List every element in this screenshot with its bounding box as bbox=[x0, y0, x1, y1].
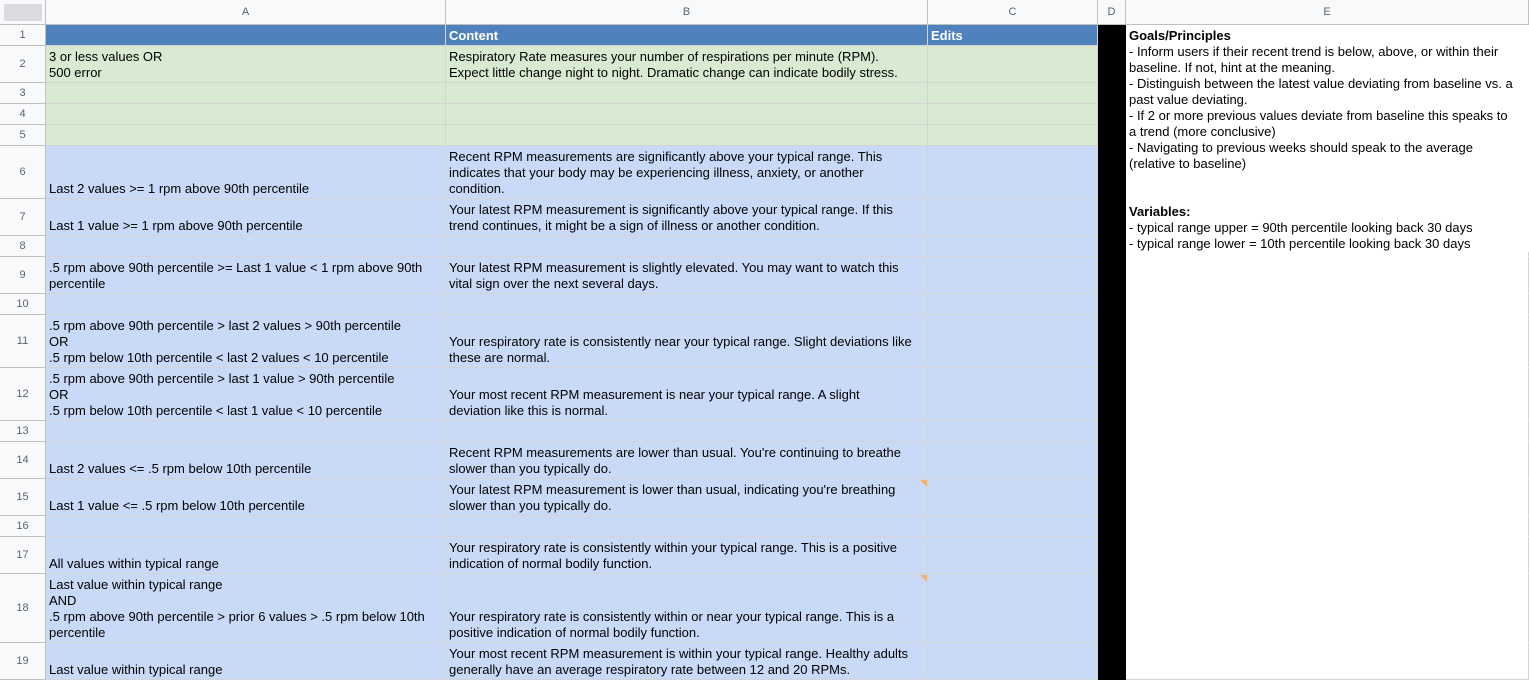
cell-line: Your most recent RPM measurement is within your typical range. Healthy adults bbox=[449, 646, 909, 661]
row-header-17[interactable]: 17 bbox=[0, 537, 46, 574]
cell-d9[interactable] bbox=[1098, 257, 1126, 294]
cell-line: Recent RPM measurements are lower than usual. You're continuing to breathe bbox=[449, 445, 901, 460]
cell-b4[interactable] bbox=[446, 104, 928, 125]
cell-a14[interactable] bbox=[46, 442, 446, 479]
cell-line bbox=[49, 107, 442, 123]
cell-line bbox=[931, 424, 1094, 440]
cell-c8[interactable] bbox=[928, 236, 1098, 257]
notes-cell-e1[interactable] bbox=[1126, 25, 1529, 252]
row-header-1[interactable]: 1 bbox=[0, 25, 46, 46]
goals-list bbox=[1129, 44, 1525, 172]
row-header-15[interactable]: 15 bbox=[0, 479, 46, 516]
cell-line: positive indication of normal bodily function. bbox=[449, 625, 700, 640]
cell-c9[interactable] bbox=[928, 257, 1098, 294]
cell-line: Your respiratory rate is consistently within or near your typical range. This is a bbox=[449, 609, 895, 624]
cell-c12[interactable] bbox=[928, 368, 1098, 421]
cell-line: Last 2 values <= .5 rpm below 10th percentile bbox=[49, 461, 312, 476]
cell-c15[interactable] bbox=[928, 479, 1098, 516]
cell-line: Content bbox=[449, 28, 499, 43]
cell-b7[interactable] bbox=[446, 199, 928, 236]
cell-line: All values within typical range bbox=[49, 556, 219, 571]
cell-b14[interactable] bbox=[446, 442, 928, 479]
cell-line bbox=[49, 297, 442, 313]
cell-line bbox=[931, 239, 1094, 255]
cell-line: 500 error bbox=[49, 65, 102, 80]
cell-line bbox=[449, 86, 924, 102]
notes-line: - typical range upper = 90th percentile looking back 30 days bbox=[1129, 220, 1473, 235]
cell-e12[interactable] bbox=[1126, 368, 1529, 421]
notes-line: - Navigating to previous weeks should speak to the average bbox=[1129, 140, 1473, 155]
cell-line bbox=[931, 297, 1094, 313]
cell-line: AND bbox=[49, 593, 77, 608]
comment-indicator-icon[interactable] bbox=[920, 480, 927, 487]
cell-line: Recent RPM measurements are significantly above your typical range. This bbox=[449, 149, 883, 164]
cell-line bbox=[931, 86, 1094, 102]
column-header-b[interactable]: B bbox=[446, 0, 928, 25]
cell-d18[interactable] bbox=[1098, 574, 1126, 643]
cell-d1[interactable] bbox=[1098, 25, 1126, 46]
notes-line: (relative to baseline) bbox=[1129, 156, 1247, 171]
cell-line bbox=[931, 65, 1094, 81]
cell-a16[interactable] bbox=[46, 516, 446, 537]
cell-line bbox=[931, 218, 1094, 234]
cell-d10[interactable] bbox=[1098, 294, 1126, 315]
cell-line: Edits bbox=[931, 28, 963, 43]
cell-e13[interactable] bbox=[1126, 421, 1529, 442]
cell-line: .5 rpm above 90th percentile > last 1 value > 90th percentile bbox=[49, 371, 395, 386]
column-header-c[interactable]: C bbox=[928, 0, 1098, 25]
row-header-19[interactable]: 19 bbox=[0, 643, 46, 680]
row-header-18[interactable]: 18 bbox=[0, 574, 46, 643]
row-header-2[interactable]: 2 bbox=[0, 46, 46, 83]
cell-line bbox=[49, 239, 442, 255]
cell-d15[interactable] bbox=[1098, 479, 1126, 516]
notes-line: a trend (more conclusive) bbox=[1129, 124, 1276, 139]
cell-b1[interactable] bbox=[446, 25, 928, 46]
notes-line: - typical range lower = 10th percentile looking back 30 days bbox=[1129, 236, 1471, 251]
cell-line bbox=[49, 28, 442, 44]
cell-line bbox=[931, 107, 1094, 123]
row-header-9[interactable]: 9 bbox=[0, 257, 46, 294]
cell-e15[interactable] bbox=[1126, 479, 1529, 516]
cell-line: indication of normal bodily function. bbox=[449, 556, 653, 571]
cell-line: Expect little change night to night. Dramatic change can indicate bodily stress. bbox=[449, 65, 898, 80]
row-header-11[interactable]: 11 bbox=[0, 315, 46, 368]
cell-b2[interactable] bbox=[446, 46, 928, 83]
cell-line bbox=[931, 519, 1094, 535]
cell-d12[interactable] bbox=[1098, 368, 1126, 421]
row-header-14[interactable]: 14 bbox=[0, 442, 46, 479]
row-header-3[interactable]: 3 bbox=[0, 83, 46, 104]
cell-a2[interactable] bbox=[46, 46, 446, 83]
notes-line: - If 2 or more previous values deviate from baseline this speaks to bbox=[1129, 108, 1508, 123]
cell-line: .5 rpm above 90th percentile > last 2 values > 90th percentile bbox=[49, 318, 401, 333]
cell-line: indicates that your body may be experiencing illness, anxiety, or another bbox=[449, 165, 864, 180]
cell-e9[interactable] bbox=[1126, 257, 1529, 294]
cell-a13[interactable] bbox=[46, 421, 446, 442]
row-header-16[interactable]: 16 bbox=[0, 516, 46, 537]
cell-d14[interactable] bbox=[1098, 442, 1126, 479]
cell-d2[interactable] bbox=[1098, 46, 1126, 83]
cell-c16[interactable] bbox=[928, 516, 1098, 537]
cell-line: Last value within typical range bbox=[49, 662, 223, 677]
cell-d11[interactable] bbox=[1098, 315, 1126, 368]
cell-line: OR bbox=[49, 387, 69, 402]
cell-c3[interactable] bbox=[928, 83, 1098, 104]
cell-line: Your most recent RPM measurement is near your typical range. A slight bbox=[449, 387, 860, 402]
corner-mark bbox=[4, 4, 42, 21]
cell-d7[interactable] bbox=[1098, 199, 1126, 236]
cell-line bbox=[449, 239, 924, 255]
cell-line bbox=[931, 128, 1094, 144]
cell-line bbox=[931, 556, 1094, 572]
cell-c2[interactable] bbox=[928, 46, 1098, 83]
cell-line: Last 2 values >= 1 rpm above 90th percentile bbox=[49, 181, 310, 196]
cell-b5[interactable] bbox=[446, 125, 928, 146]
cell-e14[interactable] bbox=[1126, 442, 1529, 479]
cell-line: Last 1 value >= 1 rpm above 90th percentile bbox=[49, 218, 303, 233]
column-header-a[interactable]: A bbox=[46, 0, 446, 25]
row-header-12[interactable]: 12 bbox=[0, 368, 46, 421]
row-header-5[interactable]: 5 bbox=[0, 125, 46, 146]
cell-e19[interactable] bbox=[1126, 643, 1529, 680]
cell-line: percentile bbox=[49, 276, 106, 291]
cell-line: slower than you typically do. bbox=[449, 498, 612, 513]
cell-line bbox=[449, 519, 924, 535]
cell-line bbox=[49, 519, 442, 535]
cell-line bbox=[931, 461, 1094, 477]
cell-line bbox=[931, 181, 1094, 197]
cell-b8[interactable] bbox=[446, 236, 928, 257]
cell-line: deviation like this is normal. bbox=[449, 403, 608, 418]
cell-e10[interactable] bbox=[1126, 294, 1529, 315]
cell-d8[interactable] bbox=[1098, 236, 1126, 257]
cell-a11[interactable] bbox=[46, 315, 446, 368]
row-header-8[interactable]: 8 bbox=[0, 236, 46, 257]
cell-d3[interactable] bbox=[1098, 83, 1126, 104]
cell-c10[interactable] bbox=[928, 294, 1098, 315]
spacer-line bbox=[1129, 172, 1525, 188]
cell-line bbox=[931, 662, 1094, 678]
variables-list bbox=[1129, 220, 1525, 252]
cell-b13[interactable] bbox=[446, 421, 928, 442]
cell-line: vital sign over the next several days. bbox=[449, 276, 659, 291]
cell-b9[interactable] bbox=[446, 257, 928, 294]
cell-line: condition. bbox=[449, 181, 505, 196]
cell-d5[interactable] bbox=[1098, 125, 1126, 146]
cell-line: 3 or less values OR bbox=[49, 49, 163, 64]
row-header-4[interactable]: 4 bbox=[0, 104, 46, 125]
cell-c7[interactable] bbox=[928, 199, 1098, 236]
cell-d4[interactable] bbox=[1098, 104, 1126, 125]
cell-b18[interactable] bbox=[446, 574, 928, 643]
row-header-7[interactable]: 7 bbox=[0, 199, 46, 236]
cell-a12[interactable] bbox=[46, 368, 446, 421]
row-header-13[interactable]: 13 bbox=[0, 421, 46, 442]
cell-line: generally have an average respiratory rate between 12 and 20 RPMs. bbox=[449, 662, 851, 677]
cell-a7[interactable] bbox=[46, 199, 446, 236]
column-header-e[interactable]: E bbox=[1126, 0, 1529, 25]
cell-d13[interactable] bbox=[1098, 421, 1126, 442]
cell-a10[interactable] bbox=[46, 294, 446, 315]
cell-c17[interactable] bbox=[928, 537, 1098, 574]
cell-line bbox=[931, 498, 1094, 514]
cell-line: Your latest RPM measurement is lower than usual, indicating you're breathing bbox=[449, 482, 896, 497]
cell-line bbox=[931, 403, 1094, 419]
cell-e11[interactable] bbox=[1126, 315, 1529, 368]
cell-line: these are normal. bbox=[449, 350, 551, 365]
cell-a15[interactable] bbox=[46, 479, 446, 516]
cell-b10[interactable] bbox=[446, 294, 928, 315]
cell-line: Last 1 value <= .5 rpm below 10th percentile bbox=[49, 498, 305, 513]
cell-c5[interactable] bbox=[928, 125, 1098, 146]
cell-line: .5 rpm below 10th percentile < last 1 value < 10 percentile bbox=[49, 403, 383, 418]
notes-line: past value deviating. bbox=[1129, 92, 1248, 107]
cell-line: OR bbox=[49, 334, 69, 349]
cell-line bbox=[931, 276, 1094, 292]
cell-c19[interactable] bbox=[928, 643, 1098, 680]
cell-line bbox=[49, 424, 442, 440]
cell-e17[interactable] bbox=[1126, 537, 1529, 574]
cell-line: .5 rpm above 90th percentile >= Last 1 value < 1 rpm above 90th bbox=[49, 260, 423, 275]
cell-d16[interactable] bbox=[1098, 516, 1126, 537]
cell-a5[interactable] bbox=[46, 125, 446, 146]
cell-e18[interactable] bbox=[1126, 574, 1529, 643]
cell-e16[interactable] bbox=[1126, 516, 1529, 537]
cell-b16[interactable] bbox=[446, 516, 928, 537]
cell-line bbox=[931, 350, 1094, 366]
variables-title: Variables: bbox=[1129, 204, 1191, 219]
cell-line bbox=[449, 128, 924, 144]
cell-c1[interactable] bbox=[928, 25, 1098, 46]
cell-b19[interactable] bbox=[446, 643, 928, 680]
cell-a3[interactable] bbox=[46, 83, 446, 104]
cell-line: Your respiratory rate is consistently within your typical range. This is a positive bbox=[449, 540, 897, 555]
cell-c4[interactable] bbox=[928, 104, 1098, 125]
cell-c13[interactable] bbox=[928, 421, 1098, 442]
cell-a8[interactable] bbox=[46, 236, 446, 257]
cell-a19[interactable] bbox=[46, 643, 446, 680]
cell-c11[interactable] bbox=[928, 315, 1098, 368]
cell-line: trend continues, it might be a sign of illness or another condition. bbox=[449, 218, 820, 233]
cell-b12[interactable] bbox=[446, 368, 928, 421]
cell-line: slower than you typically do. bbox=[449, 461, 612, 476]
cell-d6[interactable] bbox=[1098, 146, 1126, 199]
cell-b11[interactable] bbox=[446, 315, 928, 368]
cell-a4[interactable] bbox=[46, 104, 446, 125]
comment-indicator-icon[interactable] bbox=[920, 575, 927, 582]
cell-line: Last value within typical range bbox=[49, 577, 223, 592]
cell-line bbox=[449, 297, 924, 313]
cell-line: percentile bbox=[49, 625, 106, 640]
cell-line: Your latest RPM measurement is significantly above your typical range. If this bbox=[449, 202, 893, 217]
column-header-d[interactable]: D bbox=[1098, 0, 1126, 25]
cell-b6[interactable] bbox=[446, 146, 928, 199]
cell-c18[interactable] bbox=[928, 574, 1098, 643]
cell-line bbox=[931, 625, 1094, 641]
cell-c14[interactable] bbox=[928, 442, 1098, 479]
spacer-line bbox=[1129, 188, 1525, 204]
row-header-6[interactable]: 6 bbox=[0, 146, 46, 199]
goals-title: Goals/Principles bbox=[1129, 28, 1231, 43]
cell-b3[interactable] bbox=[446, 83, 928, 104]
cell-a18[interactable] bbox=[46, 574, 446, 643]
cell-b17[interactable] bbox=[446, 537, 928, 574]
cell-line bbox=[449, 424, 924, 440]
cell-line: .5 rpm below 10th percentile < last 2 values < 10 percentile bbox=[49, 350, 389, 365]
cell-line: Your respiratory rate is consistently near your typical range. Slight deviations like bbox=[449, 334, 912, 349]
notes-line: - Distinguish between the latest value deviating from baseline vs. a bbox=[1129, 76, 1513, 91]
cell-a6[interactable] bbox=[46, 146, 446, 199]
cell-c6[interactable] bbox=[928, 146, 1098, 199]
select-all-corner[interactable] bbox=[0, 0, 46, 25]
cell-d17[interactable] bbox=[1098, 537, 1126, 574]
notes-line: baseline. If not, hint at the meaning. bbox=[1129, 60, 1335, 75]
cell-a9[interactable] bbox=[46, 257, 446, 294]
cell-line bbox=[49, 128, 442, 144]
cell-d19[interactable] bbox=[1098, 643, 1126, 680]
cell-a1[interactable] bbox=[46, 25, 446, 46]
cell-line: Your latest RPM measurement is slightly elevated. You may want to watch this bbox=[449, 260, 899, 275]
cell-a17[interactable] bbox=[46, 537, 446, 574]
cell-b15[interactable] bbox=[446, 479, 928, 516]
cell-line bbox=[49, 86, 442, 102]
row-header-10[interactable]: 10 bbox=[0, 294, 46, 315]
cell-line: .5 rpm above 90th percentile > prior 6 values > .5 rpm below 10th bbox=[49, 609, 425, 624]
cell-line: Respiratory Rate measures your number of respirations per minute (RPM). bbox=[449, 49, 879, 64]
notes-line: - Inform users if their recent trend is below, above, or within their bbox=[1129, 44, 1499, 59]
cell-line bbox=[449, 107, 924, 123]
